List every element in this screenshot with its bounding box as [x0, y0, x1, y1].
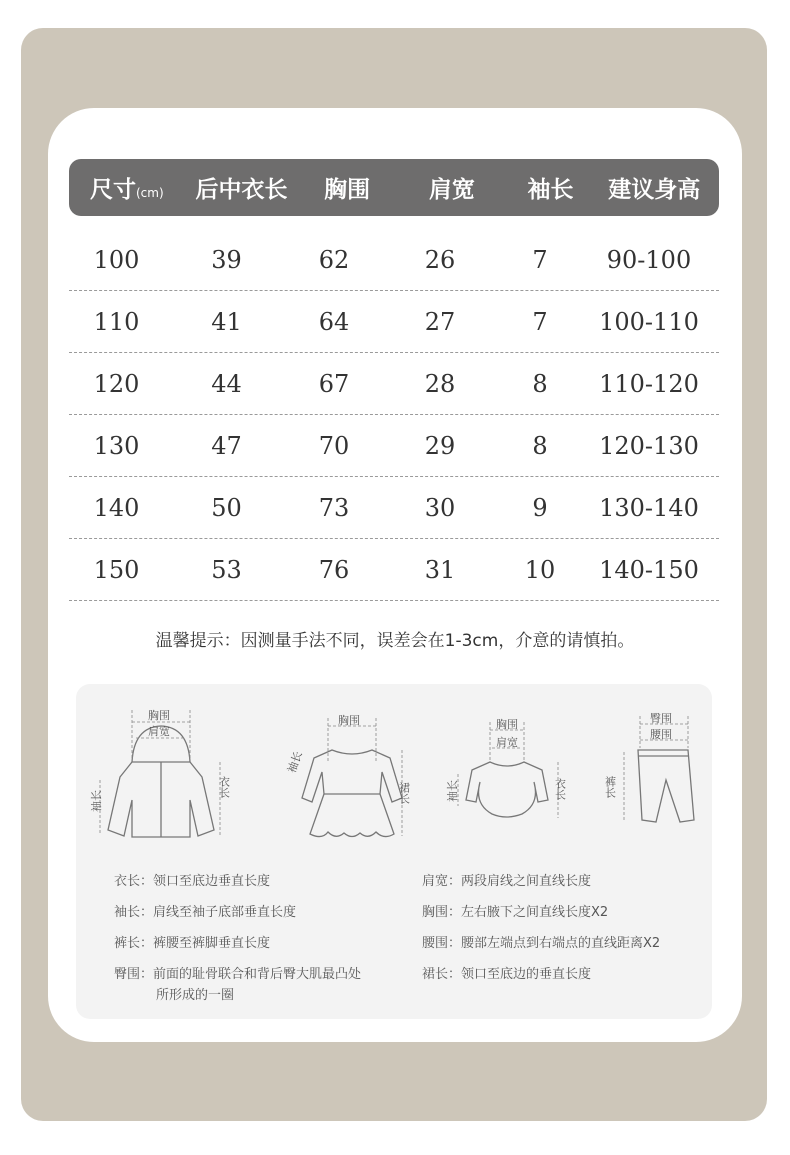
dress-sleeve-label: 袖长 — [285, 749, 305, 775]
cell-chest: 73 — [318, 493, 350, 522]
pants-hip-label: 臀围 — [650, 712, 672, 725]
cell-height: 120-130 — [599, 431, 699, 460]
table-row — [69, 291, 719, 353]
def-skirt: 裙长：领口至底边的垂直长度 — [422, 967, 592, 982]
def-chest: 胸围：左右腋下之间直线长度X2 — [422, 905, 609, 920]
def-hip-cont: 所形成的一圈 — [156, 988, 235, 1003]
cell-shoulder: 27 — [424, 307, 456, 336]
def-hip: 臀围：前面的耻骨联合和背后臀大肌最凸处 — [114, 967, 362, 982]
cell-chest: 67 — [318, 369, 350, 398]
cell-shoulder: 29 — [424, 431, 456, 460]
cell-size: 120 — [93, 369, 140, 398]
header-sleeve: 袖长 — [527, 177, 574, 203]
jacket-illustration — [90, 702, 240, 852]
romper-illustration — [448, 714, 578, 834]
cell-shoulder: 28 — [424, 369, 456, 398]
cell-length: 53 — [211, 555, 242, 584]
table-row — [69, 415, 719, 477]
cell-sleeve: 10 — [524, 555, 556, 584]
cell-sleeve: 8 — [532, 369, 548, 398]
romper-sleeve-label: 袖长 — [446, 780, 459, 802]
measurement-tip: 温馨提示：因测量手法不同，误差会在1-3cm，介意的请慎拍。 — [155, 631, 635, 651]
cell-size: 150 — [93, 555, 140, 584]
dress-illustration — [285, 712, 412, 852]
cell-sleeve: 9 — [532, 493, 548, 522]
cell-sleeve: 7 — [532, 307, 548, 336]
table-row — [69, 229, 719, 291]
cell-height: 130-140 — [599, 493, 699, 522]
cell-length: 44 — [211, 369, 242, 398]
table-row — [69, 353, 719, 415]
cell-chest: 62 — [318, 245, 350, 274]
cell-shoulder: 30 — [424, 493, 456, 522]
cell-chest: 76 — [318, 555, 350, 584]
size-table-body — [69, 229, 719, 601]
header-shoulder: 肩宽 — [428, 177, 475, 203]
cell-shoulder: 26 — [424, 245, 456, 274]
table-header — [69, 159, 719, 216]
table-row — [69, 539, 719, 601]
header-size: 尺寸(cm) — [90, 177, 164, 203]
cell-height: 110-120 — [599, 369, 699, 398]
jacket-length-label: 衣长 — [217, 776, 231, 798]
def-waist: 腰围：腰部左端点到右端点的直线距离X2 — [422, 936, 661, 951]
cell-length: 50 — [211, 493, 242, 522]
dress-chest-label: 胸围 — [338, 714, 360, 727]
definitions-left — [114, 873, 414, 1005]
cell-size: 140 — [93, 493, 140, 522]
pants-illustration — [604, 710, 704, 840]
pants-length-label: 裤长 — [603, 776, 617, 798]
pants-waist-label: 腰围 — [650, 728, 672, 741]
def-pants-length: 裤长：裤腰至裤脚垂直长度 — [114, 936, 271, 951]
romper-chest-label: 胸围 — [496, 718, 518, 731]
romper-length-label: 衣长 — [553, 778, 567, 800]
jacket-shoulder-label: 肩宽 — [148, 725, 170, 738]
jacket-chest-label: 胸围 — [148, 709, 170, 722]
header-height: 建议身高 — [608, 177, 701, 203]
header-back-length: 后中衣长 — [195, 177, 288, 203]
cell-sleeve: 8 — [532, 431, 548, 460]
cell-length: 41 — [211, 307, 242, 336]
cell-length: 47 — [211, 431, 242, 460]
measurement-guide — [76, 684, 712, 1019]
header-chest: 胸围 — [324, 177, 371, 203]
romper-shoulder-label: 肩宽 — [496, 736, 518, 749]
cell-height: 140-150 — [599, 555, 699, 584]
table-row — [69, 477, 719, 539]
cell-height: 100-110 — [599, 307, 699, 336]
def-shoulder: 肩宽：两段肩线之间直线长度 — [422, 874, 592, 889]
cell-chest: 70 — [318, 431, 350, 460]
cell-sleeve: 7 — [532, 245, 548, 274]
cell-shoulder: 31 — [424, 555, 456, 584]
definitions-right — [422, 873, 712, 984]
def-length: 衣长：领口至底边垂直长度 — [114, 874, 271, 889]
cell-size: 100 — [93, 245, 140, 274]
cell-length: 39 — [211, 245, 242, 274]
def-sleeve: 袖长：肩线至袖子底部垂直长度 — [114, 905, 297, 920]
cell-height: 90-100 — [606, 245, 692, 274]
cell-size: 110 — [93, 307, 140, 336]
jacket-sleeve-label: 袖长 — [90, 790, 103, 812]
dress-skirt-label: 裙长 — [397, 782, 411, 804]
cell-size: 130 — [93, 431, 140, 460]
cell-chest: 64 — [318, 307, 350, 336]
